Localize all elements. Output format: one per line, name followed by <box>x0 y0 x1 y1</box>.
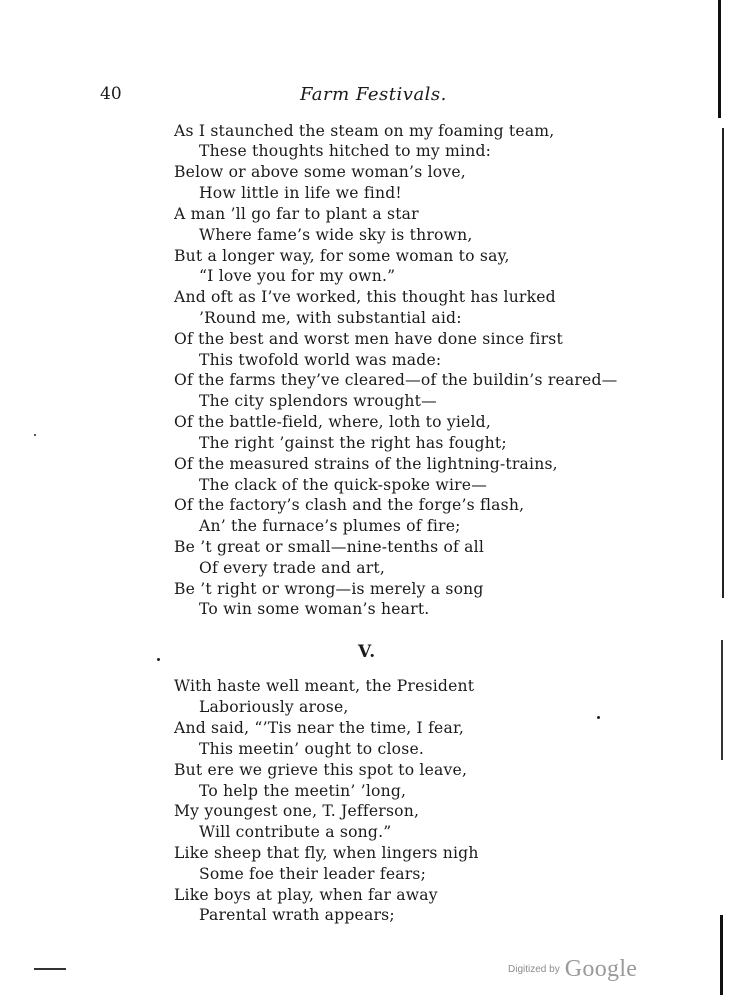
verse-line: Of every trade and art, <box>199 559 386 577</box>
verse-line: Of the farms they’ve cleared—of the buildin’s reared— <box>174 371 618 389</box>
verse-line: How little in life we find! <box>199 184 402 202</box>
verse-line: “I love you for my own.” <box>199 267 396 285</box>
verse-line: And oft as I’ve worked, this thought has lurked <box>174 288 556 306</box>
verse-line: But ere we grieve this spot to leave, <box>174 761 468 779</box>
watermark-prefix: Digitized by <box>508 964 560 975</box>
verse-line: Some foe their leader fears; <box>199 865 427 883</box>
scan-speck <box>597 716 600 719</box>
verse-line: Of the measured strains of the lightning-trains, <box>174 455 558 473</box>
verse-line: With haste well meant, the President <box>174 677 475 695</box>
verse-line: Parental wrath appears; <box>199 906 395 924</box>
verse-line: The right ’gainst the right has fought; <box>199 434 507 452</box>
verse-line: Of the battle-field, where, loth to yield, <box>174 413 491 431</box>
verse-line: Of the factory’s clash and the forge’s flash, <box>174 496 525 514</box>
verse-line: This meetin’ ought to close. <box>199 740 425 758</box>
verse-line: The city splendors wrought— <box>199 392 437 410</box>
google-logo: Google <box>564 956 638 982</box>
footer-rule <box>34 968 66 970</box>
scan-speck <box>34 434 36 436</box>
verse-line: An’ the furnace’s plumes of fire; <box>199 517 461 535</box>
verse-line: Like boys at play, when far away <box>174 886 438 904</box>
scan-speck <box>157 658 160 661</box>
verse-line: But a longer way, for some woman to say, <box>174 247 510 265</box>
verse-line: To win some woman’s heart. <box>199 600 430 618</box>
section-heading: V. <box>358 642 377 662</box>
verse-line: As I staunched the steam on my foaming team, <box>174 122 555 140</box>
verse-line: Of the best and worst men have done since first <box>174 330 563 348</box>
verse-line: And said, “’Tis near the time, I fear, <box>174 719 465 737</box>
verse-line: ’Round me, with substantial aid: <box>199 309 462 327</box>
verse-line: My youngest one, T. Jefferson, <box>174 802 420 820</box>
binding-edge-mark <box>722 128 724 598</box>
binding-edge-mark <box>718 0 721 118</box>
running-title: Farm Festivals. <box>300 84 447 105</box>
verse-line: Like sheep that fly, when lingers nigh <box>174 844 479 862</box>
verse-line: Be ’t right or wrong—is merely a song <box>174 580 484 598</box>
binding-edge-mark <box>720 915 723 995</box>
binding-edge-mark <box>721 640 723 760</box>
verse-line: Below or above some woman’s love, <box>174 163 466 181</box>
verse-line: Will contribute a song.” <box>199 823 392 841</box>
verse-line: Laboriously arose, <box>199 698 349 716</box>
digitization-watermark <box>508 956 637 983</box>
verse-line: Be ’t great or small—nine-tenths of all <box>174 538 485 556</box>
verse-line: The clack of the quick-spoke wire— <box>199 476 488 494</box>
verse-line: Where fame’s wide sky is thrown, <box>199 226 473 244</box>
verse-line: This twofold world was made: <box>199 351 442 369</box>
page-header <box>100 84 660 108</box>
verse-line: To help the meetin’ ’long, <box>199 782 407 800</box>
verse-line: A man ’ll go far to plant a star <box>174 205 419 223</box>
page-number: 40 <box>100 84 122 104</box>
verse-line: These thoughts hitched to my mind: <box>199 142 492 160</box>
